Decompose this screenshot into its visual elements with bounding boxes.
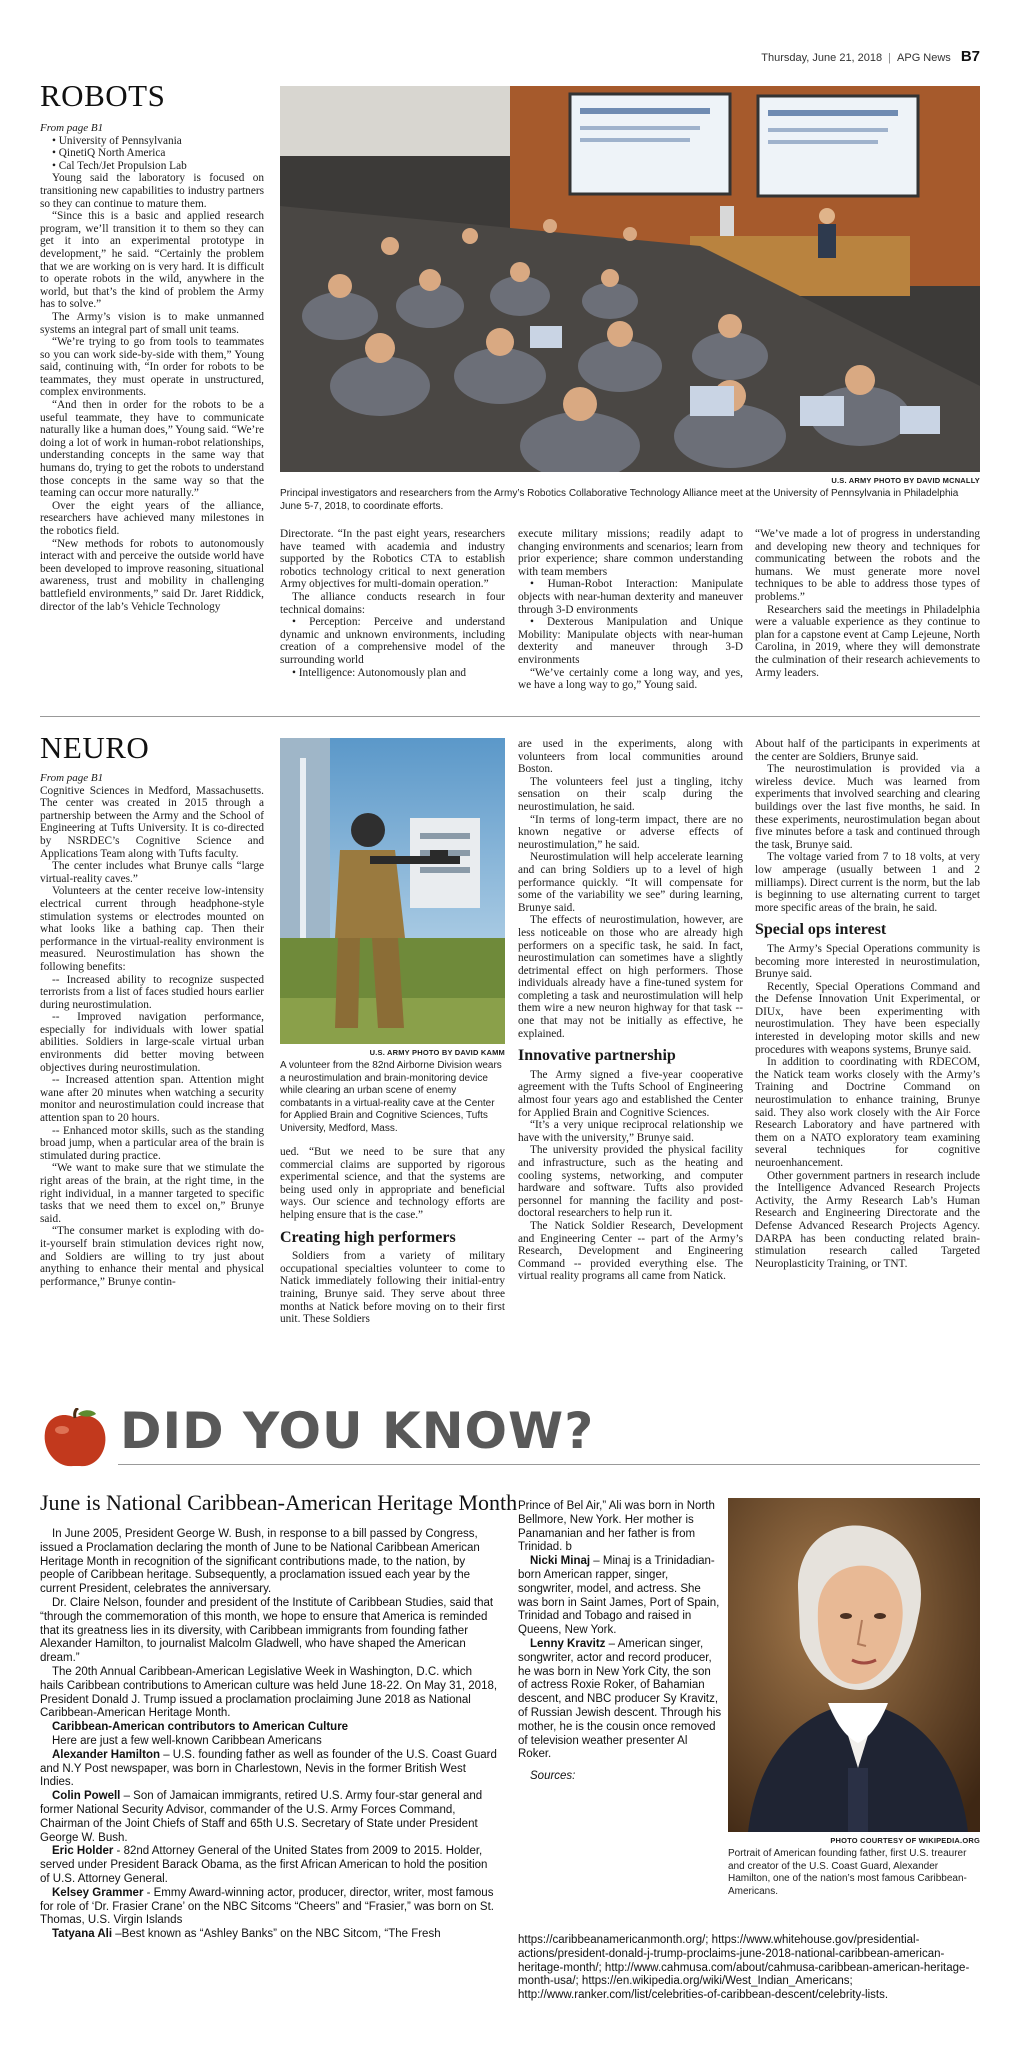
sources-label: Sources: [530, 1770, 576, 1783]
neuro-column-4 [755, 738, 980, 1408]
paragraph: • Perception: Perceive and understand dynamic and unknown environments, including creation of a comprehensive model of the surrounding world [280, 616, 505, 666]
bullet-item: • Cal Tech/Jet Propulsion Lab [52, 159, 187, 172]
paragraph: “New methods for robots to autonomously interact with and perceive the outside world have been developed to improve reasoning, situational awareness, trust and mobility in challenging battlefield environments,” said Dr. Jaret Riddick, director of the lab’s Vehicle Technology [40, 537, 264, 613]
paragraph: About half of the participants in experiments at the center are Soldiers, Brunye said. [755, 738, 980, 763]
paragraph: The alliance conducts research in four technical domains: [280, 590, 505, 616]
section-divider [40, 716, 980, 717]
paragraph: Prince of Bel Air,” Ali was born in North Bellmore, New York. Her mother is Panamanian and her father is from Trinidad. b [518, 1500, 715, 1554]
paragraph: The volunteers feel just a tingling, itchy sensation on their scalp during the neurostimulation, he said. [518, 775, 743, 813]
subhead-innovative-partnership: Innovative partnership [518, 1047, 676, 1065]
paragraph: Tatyana Ali –Best known as “Ashley Banks” on the NBC Sitcom, “The Fresh [52, 1928, 441, 1941]
bullet-item: • University of Pennsylvania [52, 134, 182, 147]
neuro-column-2 [280, 1146, 505, 1408]
feature-title: June is National Caribbean-American Heritage Month [40, 1490, 518, 1515]
paragraph: • Intelligence: Autonomously plan and [292, 666, 467, 679]
paragraph: “We’ve made a lot of progress in understanding and developing new theory and techniques for communicating between the robots and the humans. We must generate more novel techniques to be able to address those types of problems.” [755, 528, 980, 603]
paragraph: “And then in order for the robots to be a useful teammate, they have to communicate naturally like a human does,” Young said. “We’re doing a lot of work in human-robot relationships, understanding concepts in the same way that humans do, trying to get the robots to understand those concepts in the same way so that the teaming can occur more naturally.” [40, 399, 264, 500]
dyk-column-1 [40, 1528, 498, 2008]
paragraph: Dr. Claire Nelson, founder and president of the Institute of Caribbean Studies, said that “through the commemoration of this month, we hope to ensure that America is reminded that its greatness lies in its diversity, with Caribbean immigrants from founding father Alexander Hamilton, to journalist Malcolm Gladwell, who have shaped the American dream.” [40, 1596, 494, 1665]
paragraph: The Natick Soldier Research, Development and Engineering Center -- part of the Army’s Research, Development and Engineering Command -- provided everything else. The virtual reality programs all came from Natick. [518, 1219, 743, 1283]
paragraph: Volunteers at the center receive low-intensity electrical current through headphone-style stimulation systems or electrodes mounted on what looks like a bathing cap. Then their performance in the virtual-reality environment is measured. Neurostimulation has shown the following benefits: [40, 885, 264, 973]
bullet-item: • QinetiQ North America [52, 147, 166, 160]
paragraph: -- Increased ability to recognize suspected terrorists from a list of faces studied hours earlier during neurostimulation. [40, 973, 264, 1011]
paragraph: The 20th Annual Caribbean-American Legislative Week in Washington, D.C. which hails Caribbean contributions to American culture was held June 18-22. On May 31, 2018, President Donald J. Trump issued a proclamation proclaiming June 2018 as National Caribbean-American Heritage Month. [40, 1665, 498, 1720]
neuro-column-1 [40, 772, 264, 1406]
banner-rule [118, 1464, 980, 1465]
paragraph: Cognitive Sciences in Medford, Massachusetts. The center was created in 2015 through a partnership between the Army and the School of Engineering at Tufts University. It is co-directed by NSRDEC’s Cognitive Science and Applications Team along with Tufts faculty. [40, 784, 264, 860]
paragraph: Young said the laboratory is focused on transitioning new capabilities to industry partners so they can continue to mature them. [40, 172, 264, 210]
paragraph: -- Increased attention span. Attention might wane after 20 minutes when watching a security monitor and neurostimulation could increase that attention span to 20 hours. [40, 1074, 264, 1125]
paragraph: The effects of neurostimulation, however, are less noticeable on those who are already high performers on a specific task, he said. In fact, neurostimulation can sometimes have a slightly detrimental effect on high performers. Those individuals already have a fine-tuned system for completing a task and neurostimulation will help them wire a new neuron highway for that task -- one that may not be initially as effective, he explained. [518, 914, 743, 1040]
robots-column-3 [518, 528, 743, 700]
robots-photo-caption: Principal investigators and researchers from the Army’s Robotics Collaborative Technology Alliance meet at the University of Pennsylvania in Philadelphia June 5-7, 2018, to coordinate efforts. [280, 488, 959, 512]
paragraph: Directorate. “In the past eight years, researchers have teamed with academia and industry supported by the Robotics CTA to establish robotics technology critical to next generation Army objectives for multi-domain operation.” [280, 528, 505, 591]
neuro-from-page: From page B1 [40, 772, 104, 784]
paragraph: Here are just a few well-known Caribbean Americans [52, 1734, 322, 1747]
did-you-know-banner: DID YOU KNOW? [120, 1402, 595, 1460]
paragraph: The neurostimulation is provided via a wireless device. Much was learned from experiments that involved searching and clearing buildings over the last five months, he said. In these experiments, neurostimulation began about five minutes before a task and continued through the task, Brunye said. [755, 763, 980, 851]
paragraph: • Human-Robot Interaction: Manipulate objects with near-human dexterity and maneuver through 3-D environments [518, 578, 743, 616]
paragraph: “The consumer market is exploding with do-it-yourself brain stimulation devices right now, and Soldiers are willing to try just about anything to enhance their mental and physical performance,” Brunye contin- [40, 1225, 264, 1288]
apple-icon [40, 1408, 110, 1470]
robots-column-1 [40, 122, 264, 700]
paragraph: ued. “But we need to be sure that any commercial claims are supported by rigorous experimental science, and that the systems are being used only in appropriate and beneficial ways. Our science and technology efforts are helping ensure that is the case.” [280, 1146, 505, 1221]
soldier-vr-illustration [280, 738, 505, 1044]
page-number: B7 [960, 48, 980, 65]
paragraph: In addition to coordinating with RDECOM, the Natick team works closely with the Army’s Training and Doctrine Command on neurostimulation to enhance training, Brunye said. They also work closely with the Air Force Research Laboratory and have partnered with them on a NATO exploratory team examining several techniques for cognitive neuroenhancement. [755, 1056, 980, 1169]
robots-photo-credit: U.S. ARMY PHOTO BY DAVID MCNALLY [831, 476, 980, 485]
subhead-creating-high-performers: Creating high performers [280, 1228, 456, 1246]
paragraph: “We want to make sure that we stimulate the right areas of the brain, at the right time, in the right individual, in a manner targeted to specific tasks that we need them to excel on,” Brunye said. [40, 1162, 264, 1225]
lecture-hall-illustration [280, 86, 980, 472]
neuro-photo [280, 738, 505, 1044]
paragraph: -- Enhanced motor skills, such as the standing broad jump, when a particular area of the brain is stimulated during practice. [40, 1124, 264, 1162]
robots-photo [280, 86, 980, 472]
paragraph: Nicki Minaj – Minaj is a Trinidadian-born American rapper, singer, songwriter, model, and actress. She was born in Saint James, Port of Spain, Trinidad and Tobago and raised in Queens, New York. [518, 1555, 720, 1637]
paragraph: “We’re trying to go from tools to teammates so you can work side-by-side with them,” Young said, continuing with, “In order for robots to be teammates, they must operate in unstructured, complex environments. [40, 336, 264, 399]
paragraph: “We’ve certainly come a long way, and yes, we have a long way to go,” Young said. [518, 666, 743, 692]
neuro-photo-caption: A volunteer from the 82nd Airborne Division wears a neurostimulation and brain-monitoring device while clearing an urban scene of enemy combatants in a virtual-reality cave at the Center for Applied Brain and Cognitive Sciences, Tufts University, Medford, Mass. [280, 1060, 502, 1134]
paragraph: • Dexterous Manipulation and Unique Mobility: Manipulate objects with near-human dexterity and maneuver through 3-D environments [518, 616, 743, 666]
paragraph: The Army’s vision is to make unmanned systems an integral part of small unit teams. [40, 310, 264, 336]
robots-slug: ROBOTS [40, 78, 166, 113]
hamilton-photo-caption: Portrait of American founding father, first U.S. treaurer and creator of the U.S. Coast Guard, Alexander Hamilton, one of the nation’s most famous Caribbean-Americans. [728, 1848, 967, 1897]
paragraph: The voltage varied from 7 to 18 volts, at very low amperage (usually between 1 and 2 milliamps). Direct current is the norm, but the lab is beginning to use alternating current to target more specific areas of the brain, he said. [755, 851, 980, 914]
paragraph: “In terms of long-term impact, there are no known negative or adverse effects of neurostimulation,” he said. [518, 813, 743, 851]
paragraph: Neurostimulation will help accelerate learning and can bring Soldiers up to a level of high performance quickly. “It will compensate for some of the variability we see” during learning, Brunye said. [518, 851, 743, 914]
paragraph: execute military missions; readily adapt to changing environments and scenarios; learn from prior experience; share common understanding with team members [518, 528, 743, 578]
robots-from-page: From page B1 [40, 122, 104, 134]
paragraph: -- Improved navigation performance, especially for individuals with lower spatial abilities. Soldiers in large-scale virtual urban environments did better moving between objectives during neurostimulation. [40, 1011, 264, 1074]
paragraph: Recently, Special Operations Command and the Defense Innovation Unit Experimental, or DIUx, have been experimenting with neurostimulation. They have been especially interested in developing motor skills and new procedures with weapons systems, Brunye said. [755, 980, 980, 1056]
paragraph: “Since this is a basic and applied research program, we’ll transition it to them so they can get it into an experimental prototype in development,” he said. “Certainly the problem that we are working on is very hard. It is difficult to operate robots in the wild, anywhere in the world, but that’s the kind of problem the Army has to solve.” [40, 210, 264, 311]
paragraph: are used in the experiments, along with volunteers from local communities around Boston. [518, 738, 743, 776]
paragraph: Caribbean-American contributors to American Culture [52, 1721, 349, 1734]
paragraph: Researchers said the meetings in Philadelphia were a valuable experience as they continue to plan for a capstone event at Camp Lejeune, North Carolina, in 2019, where they will demonstrate the culmination of their research achievements to Army leaders. [755, 603, 980, 679]
hamilton-portrait [728, 1498, 980, 1832]
neuro-slug: NEURO [40, 730, 150, 765]
paragraph: Alexander Hamilton – U.S. founding father as well as founder of the U.S. Coast Guard and N.Y Post newspaper, was born in Charlestown, Nevis in the former British West Indies. [40, 1748, 497, 1789]
sources-list: https://caribbeanamericanmonth.org/; https://www.whitehouse.gov/presidential-actions/president-donald-j-trump-proclaims-june-2018-national-caribbean-american-heritage-month/; http://www.cahmusa.com/about/cahmusa-caribbean-american-heritage-month-usa/; https://en.wikipedia.org/wiki/West_Indian_Americans; http://www.ranker.com/list/celebrities-of-caribbean-descent/celebrity-lists. [518, 1934, 970, 2002]
paragraph: In June 2005, President George W. Bush, in response to a bill passed by Congress, issued a Proclamation declaring the month of June to be National Caribbean American Heritage Month in recognition of the significant contributions made, to the nation, by people of Caribbean heritage. Subsequently, a proclamation issued each year by the current President, celebrates the anniversary. [40, 1528, 480, 1596]
paragraph: Kelsey Grammer - Emmy Award-winning actor, producer, director, writer, most famous for role of ‘Dr. Frasier Crane’ on the NBC Sitcoms “Cheers” and “Frasier,” was born on St. Thomas, U.S. Virgin Islands [40, 1886, 494, 1927]
paragraph: Soldiers from a variety of military occupational specialties volunteer to come to Natick immediately following their initial-entry training, Brunye said. They serve about three months at Natick before moving on to their first unit. These Soldiers [280, 1250, 505, 1326]
dyk-column-2 [518, 1500, 723, 1920]
header-publication: APG News [897, 52, 951, 64]
paragraph: The Army signed a five-year cooperative agreement with the Tufts School of Engineering almost four years ago and established the Center for Applied Brain and Cognitive Sciences. [518, 1068, 743, 1119]
robots-column-4 [755, 528, 980, 700]
neuro-column-3 [518, 738, 743, 1408]
paragraph: “It’s a very unique reciprocal relationship we have with the university,” Brunye said. [518, 1119, 743, 1144]
subhead-special-ops-interest: Special ops interest [755, 921, 887, 939]
paragraph: Over the eight years of the alliance, researchers have achieved many milestones in the robotics field. [40, 499, 264, 537]
neuro-photo-credit: U.S. ARMY PHOTO BY DAVID KAMM [369, 1048, 505, 1057]
header-date: Thursday, June 21, 2018 [761, 52, 883, 64]
paragraph: The center includes what Brunye calls “large virtual-reality caves.” [40, 860, 264, 885]
paragraph: Lenny Kravitz – American singer, songwriter, actor and record producer, he was born in New York City, the son of actress Roxie Roker, of Bahamian descent, and NBC producer Sy Kravitz, of Russian Jewish descent. Through his mother, he is the cousin once removed of television weather presenter Al Roker. [518, 1637, 722, 1761]
robots-column-2 [280, 528, 505, 700]
page-header: Thursday, June 21, 2018 | APG News B7 [761, 48, 980, 65]
paragraph: Colin Powell – Son of Jamaican immigrants, retired U.S. Army four-star general and former National Security Advisor, commander of the U.S. Army Forces Command, Chairman of the Joint Chiefs of Staff and 65th U.S. Secretary of State under President George W. Bush. [40, 1790, 483, 1844]
portrait-illustration [728, 1498, 980, 1832]
paragraph: Eric Holder - 82nd Attorney General of the United States from 2009 to 2015. Holder, served under President Barack Obama, as the first African American to hold the position of U.S. Attorney General. [40, 1845, 488, 1885]
paragraph: The Army’s Special Operations community is becoming more interested in neurostimulation, Brunye said. [755, 942, 980, 981]
hamilton-photo-credit: PHOTO COURTESY OF WIKIPEDIA.ORG [830, 1836, 980, 1845]
paragraph: The university provided the physical facility and infrastructure, such as the heating and cooling systems, networking, and computer hardware and software. Tufts also provided personnel for manning the facility and post-doctoral researchers to help run it. [518, 1144, 743, 1220]
paragraph: Other government partners in research include the Intelligence Advanced Research Projects Activity, the Army Research Lab’s Human Research and Engineering Directorate and the Defense Advanced Research Projects Agency. DARPA has been conducting related brain-stimulation research called Targeted Neuroplasticity Training, or TNT. [755, 1169, 980, 1270]
